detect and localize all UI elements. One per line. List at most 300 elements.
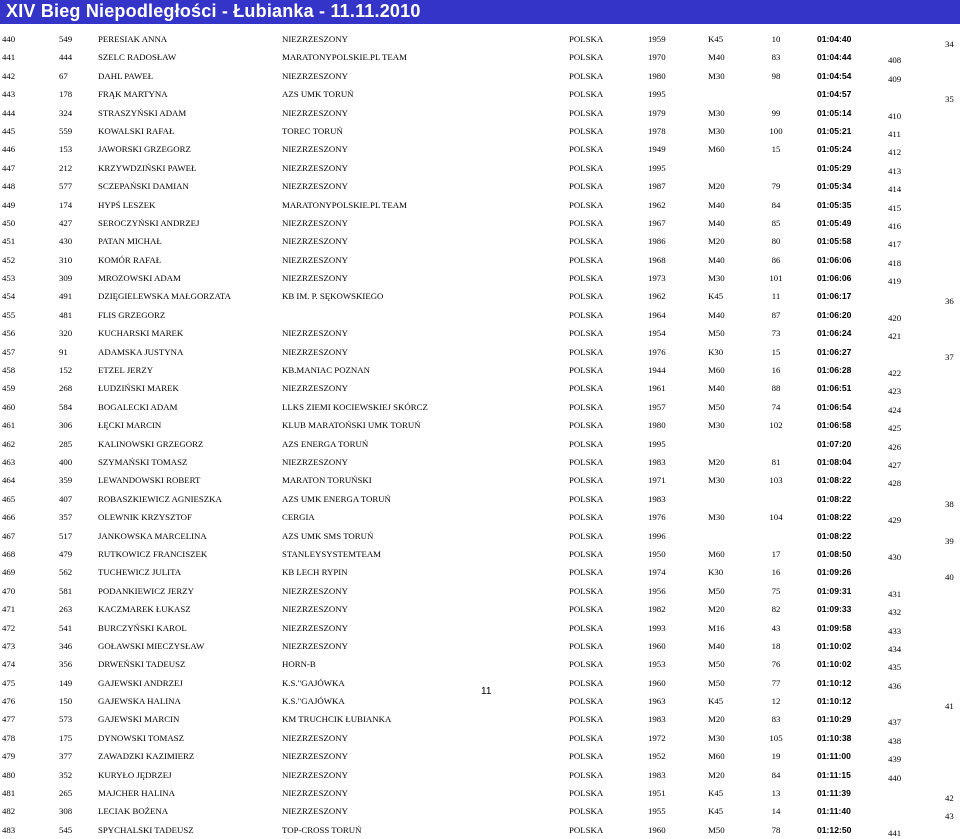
cell-rank-men: 426: [888, 441, 902, 452]
cell-country: POLSKA: [569, 236, 604, 247]
cell-year: 1963: [648, 696, 666, 707]
cell-country: POLSKA: [569, 824, 604, 835]
cell-year: 1960: [648, 677, 666, 688]
cell-name: DAHL PAWEŁ: [98, 70, 154, 81]
cell-year: 1962: [648, 199, 666, 210]
cell-country: POLSKA: [569, 604, 604, 615]
cell-club: KB LECH RYPIN: [282, 567, 348, 578]
cell-year: 1993: [648, 622, 666, 633]
cell-bib: 427: [59, 217, 73, 228]
cell-bib: 149: [59, 677, 73, 688]
table-row: [0, 214, 960, 232]
cell-category: M40: [708, 254, 725, 265]
cell-time: 01:08:04: [817, 456, 852, 467]
cell-category: M20: [708, 236, 725, 247]
cell-club: MARATONYPOLSKIE.PL TEAM: [282, 52, 407, 63]
cell-name: KOWALSKI RAFAŁ: [98, 125, 175, 136]
cell-category: M16: [708, 622, 725, 633]
cell-bib: 67: [59, 70, 68, 81]
cell-club: NIEZRZESZONY: [282, 604, 348, 615]
cell-country: POLSKA: [569, 328, 604, 339]
cell-time: 01:05:34: [817, 181, 852, 192]
cell-category-place: 104: [769, 512, 783, 523]
cell-club: NIEZRZESZONY: [282, 217, 348, 228]
cell-place: 462: [2, 438, 16, 449]
cell-rank-women: 35: [945, 94, 954, 105]
cell-year: 1967: [648, 217, 666, 228]
cell-place: 453: [2, 273, 16, 284]
table-row: [0, 821, 960, 839]
cell-place: 475: [2, 677, 16, 688]
cell-category-place: 83: [771, 52, 781, 63]
cell-club: NIEZRZESZONY: [282, 622, 348, 633]
cell-rank-women: 34: [945, 39, 954, 49]
cell-time: 01:12:50: [817, 824, 852, 835]
table-row: [0, 435, 960, 453]
cell-place: 456: [2, 328, 16, 339]
table-row: [0, 140, 960, 158]
cell-category-place: 85: [771, 217, 781, 228]
cell-bib: 562: [59, 567, 73, 578]
cell-rank-women: 42: [945, 793, 954, 804]
cell-country: POLSKA: [569, 346, 604, 357]
cell-category: M20: [708, 181, 725, 192]
cell-category: M40: [708, 52, 725, 63]
cell-category-place: 17: [771, 548, 781, 559]
cell-club: KLUB MARATOŃSKI UMK TORUŃ: [282, 420, 421, 431]
cell-country: POLSKA: [569, 788, 604, 799]
cell-bib: 153: [59, 144, 73, 155]
cell-category: M20: [708, 714, 725, 725]
cell-category-place: 105: [769, 732, 783, 743]
cell-year: 1962: [648, 291, 666, 302]
cell-bib: 285: [59, 438, 73, 449]
cell-rank-men: 430: [888, 551, 902, 562]
cell-category-place: 84: [771, 769, 781, 780]
cell-bib: 549: [59, 34, 73, 44]
cell-category: M40: [708, 217, 725, 228]
cell-country: POLSKA: [569, 162, 604, 173]
cell-time: 01:06:28: [817, 365, 852, 376]
table-row: [0, 85, 960, 103]
cell-category: M30: [708, 732, 725, 743]
cell-rank-men: 434: [888, 643, 902, 654]
table-row: [0, 655, 960, 673]
cell-rank-men: 435: [888, 662, 902, 673]
cell-bib: 324: [59, 107, 73, 118]
cell-name: KURYŁO JĘDRZEJ: [98, 769, 172, 780]
cell-rank-men: 415: [888, 202, 902, 213]
cell-place: 442: [2, 70, 16, 81]
cell-name: BOGALECKI ADAM: [98, 401, 178, 412]
cell-place: 461: [2, 420, 16, 431]
page-header: [0, 0, 960, 24]
cell-name: SZELC RADOSŁAW: [98, 52, 177, 63]
cell-place: 481: [2, 788, 16, 799]
cell-year: 1951: [648, 788, 666, 799]
cell-country: POLSKA: [569, 401, 604, 412]
cell-club: NIEZRZESZONY: [282, 732, 348, 743]
table-row: [0, 582, 960, 600]
cell-country: POLSKA: [569, 714, 604, 725]
cell-club: LLKS ZIEMI KOCIEWSKIEJ SKÓRCZ: [282, 401, 428, 412]
cell-category: M20: [708, 456, 725, 467]
cell-rank-men: 416: [888, 220, 902, 231]
cell-bib: 559: [59, 125, 73, 136]
cell-name: ZAWADZKI KAZIMIERZ: [98, 751, 195, 762]
cell-place: 460: [2, 401, 16, 412]
cell-rank-men: 420: [888, 312, 902, 323]
cell-time: 01:09:31: [817, 585, 852, 596]
cell-bib: 430: [59, 236, 73, 247]
cell-place: 450: [2, 217, 16, 228]
cell-country: POLSKA: [569, 125, 604, 136]
cell-bib: 479: [59, 548, 73, 559]
cell-name: SZYMAŃSKI TOMASZ: [98, 456, 188, 467]
cell-name: MAJCHER HALINA: [98, 788, 175, 799]
cell-place: 464: [2, 475, 16, 486]
cell-bib: 320: [59, 328, 73, 339]
cell-rank-men: 425: [888, 423, 902, 434]
cell-category-place: 103: [769, 475, 783, 486]
cell-category-place: 84: [771, 199, 781, 210]
cell-country: POLSKA: [569, 89, 604, 100]
cell-year: 1986: [648, 236, 666, 247]
cell-club: MARATON TORUŃSKI: [282, 475, 372, 486]
cell-rank-men: 411: [888, 128, 901, 139]
cell-club: NIEZRZESZONY: [282, 640, 348, 651]
cell-name: DYNOWSKI TOMASZ: [98, 732, 184, 743]
cell-name: LECIAK BOŻENA: [98, 806, 169, 817]
cell-year: 1982: [648, 604, 666, 615]
cell-year: 1964: [648, 309, 666, 320]
cell-club: TOREC TORUŃ: [282, 125, 343, 136]
cell-rank-men: 413: [888, 165, 902, 176]
cell-time: 01:10:02: [817, 640, 852, 651]
cell-rank-men: 423: [888, 386, 902, 397]
cell-bib: 310: [59, 254, 73, 265]
cell-club: NIEZRZESZONY: [282, 456, 348, 467]
cell-rank-women: 37: [945, 351, 954, 362]
cell-country: POLSKA: [569, 291, 604, 302]
table-row: [0, 30, 960, 48]
cell-year: 1973: [648, 273, 666, 284]
cell-category: M30: [708, 475, 725, 486]
cell-rank-women: 41: [945, 701, 954, 712]
cell-time: 01:06:20: [817, 309, 852, 320]
cell-club: NIEZRZESZONY: [282, 585, 348, 596]
cell-place: 478: [2, 732, 16, 743]
cell-club: NIEZRZESZONY: [282, 34, 348, 44]
cell-name: STRASZYŃSKI ADAM: [98, 107, 187, 118]
cell-year: 1960: [648, 640, 666, 651]
cell-country: POLSKA: [569, 567, 604, 578]
page-title: XIV Bieg Niepodległości - Łubianka - 11.11.2010: [6, 1, 421, 21]
cell-category: M60: [708, 144, 725, 155]
cell-bib: 573: [59, 714, 73, 725]
cell-club: K.S."GAJÓWKA: [282, 677, 345, 688]
table-row: [0, 343, 960, 361]
table-row: [0, 104, 960, 122]
cell-place: 482: [2, 806, 16, 817]
cell-rank-women: 39: [945, 535, 954, 546]
cell-bib: 346: [59, 640, 73, 651]
table-row: [0, 784, 960, 802]
cell-place: 468: [2, 548, 16, 559]
cell-name: PERESIAK ANNA: [98, 34, 168, 44]
cell-country: POLSKA: [569, 475, 604, 486]
cell-country: POLSKA: [569, 217, 604, 228]
cell-bib: 268: [59, 383, 73, 394]
cell-category: M20: [708, 604, 725, 615]
cell-category: M30: [708, 512, 725, 523]
cell-name: TUCHEWICZ JULITA: [98, 567, 182, 578]
cell-year: 1976: [648, 346, 666, 357]
cell-country: POLSKA: [569, 493, 604, 504]
cell-rank-men: 441: [888, 827, 902, 838]
cell-category: M30: [708, 420, 725, 431]
cell-category-place: 102: [769, 420, 783, 431]
cell-rank-men: 438: [888, 735, 902, 746]
cell-bib: 309: [59, 273, 73, 284]
cell-club: MARATONYPOLSKIE.PL TEAM: [282, 199, 407, 210]
cell-year: 1949: [648, 144, 666, 155]
cell-name: ADAMSKA JUSTYNA: [98, 346, 184, 357]
cell-bib: 577: [59, 181, 73, 192]
cell-category-place: 80: [771, 236, 781, 247]
table-row: [0, 710, 960, 728]
cell-year: 1953: [648, 659, 666, 670]
table-row: [0, 729, 960, 747]
cell-place: 480: [2, 769, 16, 780]
cell-bib: 359: [59, 475, 73, 486]
cell-rank-men: 433: [888, 625, 902, 636]
cell-year: 1980: [648, 420, 666, 431]
table-row: [0, 619, 960, 637]
table-row: [0, 324, 960, 342]
cell-year: 1995: [648, 438, 666, 449]
cell-country: POLSKA: [569, 144, 604, 155]
cell-time: 01:08:22: [817, 530, 852, 541]
cell-country: POLSKA: [569, 52, 604, 63]
cell-bib: 444: [59, 52, 73, 63]
cell-name: DRWEŃSKI TADEUSZ: [98, 659, 186, 670]
cell-category: K45: [708, 34, 724, 44]
cell-time: 01:06:06: [817, 254, 852, 265]
cell-club: NIEZRZESZONY: [282, 328, 348, 339]
cell-place: 463: [2, 456, 16, 467]
cell-place: 469: [2, 567, 16, 578]
cell-year: 1983: [648, 456, 666, 467]
cell-category-place: 88: [771, 383, 781, 394]
cell-place: 466: [2, 512, 16, 523]
cell-club: NIEZRZESZONY: [282, 788, 348, 799]
cell-country: POLSKA: [569, 512, 604, 523]
cell-bib: 377: [59, 751, 73, 762]
cell-place: 446: [2, 144, 16, 155]
cell-rank-women: 43: [945, 811, 954, 822]
cell-time: 01:05:29: [817, 162, 852, 173]
cell-category-place: 100: [769, 125, 783, 136]
cell-year: 1950: [648, 548, 666, 559]
table-row: [0, 379, 960, 397]
table-row: [0, 306, 960, 324]
cell-category-place: 86: [771, 254, 781, 265]
cell-category: K45: [708, 788, 724, 799]
cell-place: 465: [2, 493, 16, 504]
cell-name: GAJEWSKI ANDRZEJ: [98, 677, 183, 688]
cell-bib: 584: [59, 401, 73, 412]
cell-country: POLSKA: [569, 548, 604, 559]
cell-category-place: 11: [771, 291, 781, 302]
cell-year: 1961: [648, 383, 666, 394]
cell-name: FRĄK MARTYNA: [98, 89, 168, 100]
cell-year: 1974: [648, 567, 666, 578]
cell-category-place: 15: [771, 346, 781, 357]
cell-category-place: 16: [771, 365, 781, 376]
cell-country: POLSKA: [569, 677, 604, 688]
cell-category-place: 79: [771, 181, 781, 192]
table-row: [0, 232, 960, 250]
table-row: [0, 251, 960, 269]
cell-country: POLSKA: [569, 732, 604, 743]
cell-name: RUTKOWICZ FRANCISZEK: [98, 548, 208, 559]
cell-club: NIEZRZESZONY: [282, 162, 348, 173]
cell-bib: 357: [59, 512, 73, 523]
cell-country: POLSKA: [569, 383, 604, 394]
cell-category: M40: [708, 199, 725, 210]
table-row: [0, 508, 960, 526]
cell-rank-men: 409: [888, 73, 902, 84]
cell-category: K30: [708, 346, 724, 357]
table-row: [0, 674, 960, 692]
cell-category: M50: [708, 585, 725, 596]
table-row: [0, 177, 960, 195]
cell-club: KB IM. P. SĘKOWSKIEGO: [282, 291, 384, 302]
cell-name: GAJEWSKI MARCIN: [98, 714, 180, 725]
cell-bib: 263: [59, 604, 73, 615]
cell-category-place: 16: [771, 567, 781, 578]
cell-category: M60: [708, 548, 725, 559]
cell-category-place: 98: [771, 70, 781, 81]
table-row: [0, 453, 960, 471]
cell-rank-men: 437: [888, 717, 902, 728]
cell-country: POLSKA: [569, 640, 604, 651]
cell-time: 01:05:49: [817, 217, 852, 228]
cell-bib: 407: [59, 493, 73, 504]
cell-club: CERGIA: [282, 512, 315, 523]
cell-time: 01:04:40: [817, 34, 852, 44]
cell-club: AZS UMK TORUŃ: [282, 89, 354, 100]
cell-bib: 212: [59, 162, 73, 173]
cell-category: M30: [708, 273, 725, 284]
cell-year: 1978: [648, 125, 666, 136]
table-row: [0, 747, 960, 765]
table-row: [0, 490, 960, 508]
cell-name: SCZEPAŃSKI DAMIAN: [98, 181, 189, 192]
cell-country: POLSKA: [569, 456, 604, 467]
cell-category: M50: [708, 677, 725, 688]
cell-time: 01:06:06: [817, 273, 852, 284]
cell-place: 458: [2, 365, 16, 376]
cell-rank-men: 436: [888, 680, 902, 691]
cell-club: NIEZRZESZONY: [282, 144, 348, 155]
cell-place: 452: [2, 254, 16, 265]
table-row: [0, 471, 960, 489]
cell-rank-men: 429: [888, 515, 902, 526]
cell-place: 443: [2, 89, 16, 100]
cell-category: M30: [708, 70, 725, 81]
cell-name: FLIS GRZEGORZ: [98, 309, 166, 320]
cell-place: 470: [2, 585, 16, 596]
cell-category-place: 81: [771, 456, 781, 467]
cell-place: 448: [2, 181, 16, 192]
cell-club: NIEZRZESZONY: [282, 254, 348, 265]
cell-year: 1971: [648, 475, 666, 486]
cell-name: BURCZYŃSKI KAROL: [98, 622, 187, 633]
cell-time: 01:09:26: [817, 567, 852, 578]
cell-country: POLSKA: [569, 365, 604, 376]
cell-club: NIEZRZESZONY: [282, 181, 348, 192]
cell-rank-men: 439: [888, 754, 902, 765]
cell-name: KUCHARSKI MAREK: [98, 328, 184, 339]
cell-name: LEWANDOWSKI ROBERT: [98, 475, 201, 486]
cell-category: M40: [708, 383, 725, 394]
cell-year: 1979: [648, 107, 666, 118]
cell-name: OLEWNIK KRZYSZTOF: [98, 512, 192, 523]
cell-place: 440: [2, 34, 16, 44]
cell-time: 01:06:51: [817, 383, 852, 394]
cell-time: 01:11:40: [817, 806, 851, 817]
cell-category: K30: [708, 567, 724, 578]
cell-bib: 308: [59, 806, 73, 817]
cell-time: 01:10:12: [817, 677, 852, 688]
cell-bib: 481: [59, 309, 73, 320]
cell-bib: 545: [59, 824, 73, 835]
table-row: [0, 545, 960, 563]
cell-bib: 178: [59, 89, 73, 100]
cell-category-place: 87: [771, 309, 781, 320]
cell-country: POLSKA: [569, 199, 604, 210]
table-row: [0, 287, 960, 305]
cell-rank-men: 414: [888, 184, 902, 195]
cell-name: ROBASZKIEWICZ AGNIESZKA: [98, 493, 222, 504]
cell-country: POLSKA: [569, 70, 604, 81]
cell-time: 01:05:14: [817, 107, 852, 118]
cell-place: 471: [2, 604, 16, 615]
cell-country: POLSKA: [569, 622, 604, 633]
cell-club: NIEZRZESZONY: [282, 346, 348, 357]
cell-category-place: 73: [771, 328, 781, 339]
cell-year: 1996: [648, 530, 666, 541]
cell-time: 01:06:54: [817, 401, 852, 412]
cell-category-place: 43: [771, 622, 781, 633]
cell-year: 1983: [648, 493, 666, 504]
cell-place: 447: [2, 162, 16, 173]
cell-time: 01:11:39: [817, 788, 851, 799]
cell-year: 1987: [648, 181, 666, 192]
table-row: [0, 398, 960, 416]
cell-place: 444: [2, 107, 16, 118]
cell-country: POLSKA: [569, 696, 604, 707]
cell-time: 01:04:54: [817, 70, 852, 81]
cell-name: JANKOWSKA MARCELINA: [98, 530, 207, 541]
cell-time: 01:08:50: [817, 548, 852, 559]
cell-time: 01:05:21: [817, 125, 852, 136]
cell-bib: 517: [59, 530, 73, 541]
cell-year: 1952: [648, 751, 666, 762]
cell-time: 01:08:22: [817, 512, 852, 523]
